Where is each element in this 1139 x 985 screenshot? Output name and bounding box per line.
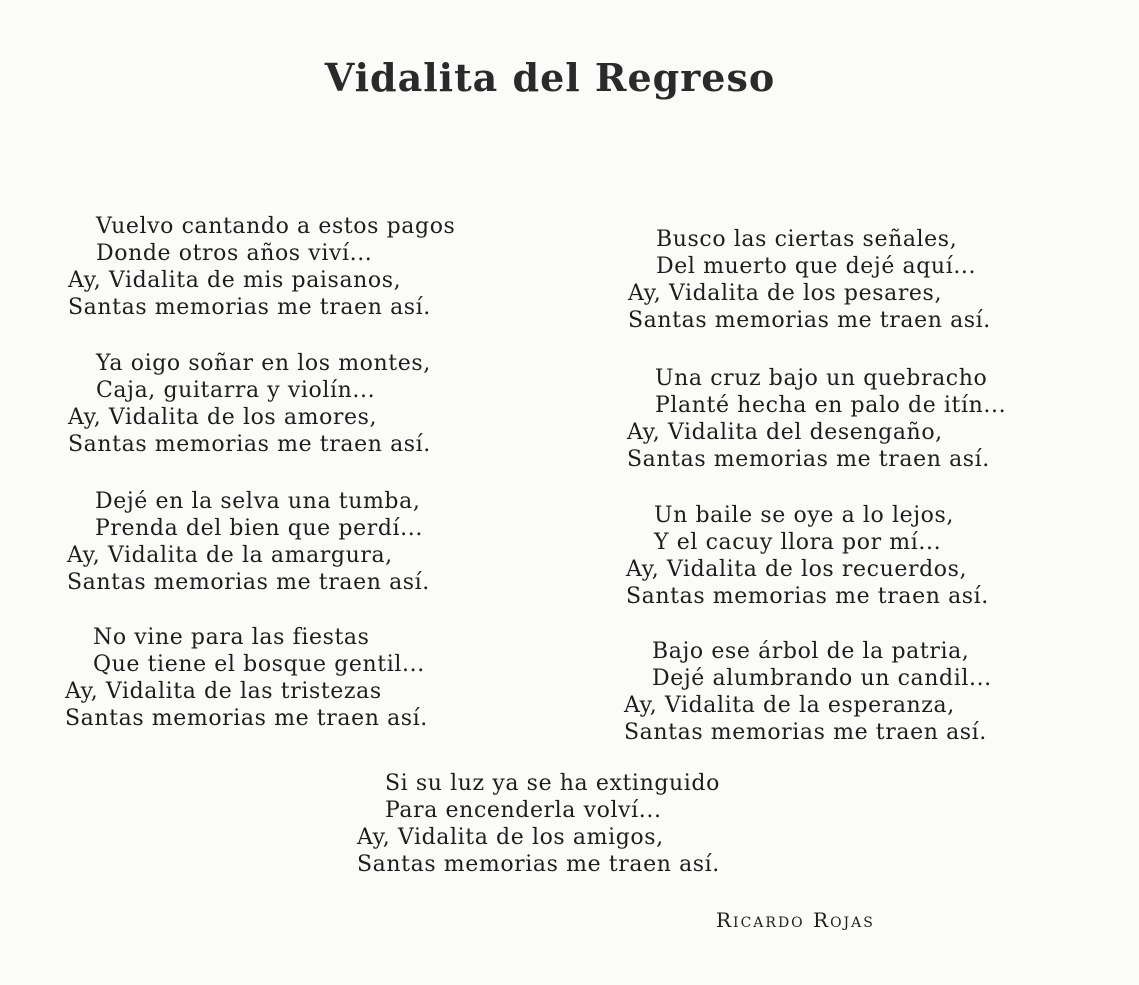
stanza-line: Ay, Vidalita de los recuerdos, xyxy=(626,557,968,582)
stanza-line: No vine para las fiestas xyxy=(93,625,370,650)
stanza-line: Y el cacuy llora por mí... xyxy=(654,530,942,555)
stanza-line: Ya oigo soñar en los montes, xyxy=(96,351,431,376)
stanza-7 xyxy=(626,502,989,610)
stanza-line: Santas memorias me traen así. xyxy=(67,570,430,595)
stanza-line: Ay, Vidalita de los pesares, xyxy=(628,281,943,306)
stanza-line: Santas memorias me traen así. xyxy=(628,308,991,333)
stanza-line: Si su luz ya se ha extinguido xyxy=(385,771,720,796)
stanza-line: Planté hecha en palo de itín... xyxy=(655,393,1007,418)
poem-title: Vidalita del Regreso xyxy=(324,55,776,100)
stanza-line: Ay, Vidalita de la amargura, xyxy=(67,543,393,568)
stanza-line: Santas memorias me traen así. xyxy=(68,295,431,320)
stanza-line: Vuelvo cantando a estos pagos xyxy=(96,214,456,239)
stanza-line: Santas memorias me traen así. xyxy=(627,447,990,472)
stanza-line: Ay, Vidalita de mis paisanos, xyxy=(68,268,402,293)
stanza-2 xyxy=(68,350,431,458)
stanza-line: Santas memorias me traen así. xyxy=(624,720,987,745)
stanza-line: Dejé alumbrando un candil... xyxy=(652,666,992,691)
stanza-line: Santas memorias me traen así. xyxy=(626,584,989,609)
stanza-5 xyxy=(628,226,991,334)
stanza-line: Un baile se oye a lo lejos, xyxy=(654,503,954,528)
stanza-line: Ay, Vidalita de los amores, xyxy=(68,405,378,430)
stanza-line: Ay, Vidalita del desengaño, xyxy=(627,420,943,445)
stanza-8 xyxy=(624,638,992,746)
stanza-line: Santas memorias me traen así. xyxy=(65,706,428,731)
stanza-line: Santas memorias me traen así. xyxy=(357,852,720,877)
stanza-3 xyxy=(67,488,430,596)
stanza-line: Una cruz bajo un quebracho xyxy=(655,366,988,391)
stanza-line: Caja, guitarra y violín... xyxy=(96,378,376,403)
stanza-line: Santas memorias me traen así. xyxy=(68,432,431,457)
stanza-line: Ay, Vidalita de la esperanza, xyxy=(624,693,955,718)
stanza-line: Donde otros años viví... xyxy=(96,241,373,266)
stanza-line: Prenda del bien que perdí... xyxy=(95,516,423,541)
stanza-9 xyxy=(357,770,720,878)
stanza-4 xyxy=(65,624,428,732)
stanza-line: Ay, Vidalita de los amigos, xyxy=(357,825,664,850)
stanza-line: Dejé en la selva una tumba, xyxy=(95,489,421,514)
poem-author: Ricardo Rojas xyxy=(716,908,875,932)
stanza-line: Del muerto que dejé aquí... xyxy=(656,254,977,279)
stanza-line: Que tiene el bosque gentil... xyxy=(93,652,425,677)
stanza-line: Ay, Vidalita de las tristezas xyxy=(65,679,382,704)
stanza-line: Para encenderla volví... xyxy=(385,798,662,823)
stanza-6 xyxy=(627,365,1006,473)
stanza-line: Busco las ciertas señales, xyxy=(656,227,958,252)
stanza-line: Bajo ese árbol de la patria, xyxy=(652,639,970,664)
stanza-1 xyxy=(68,213,455,321)
